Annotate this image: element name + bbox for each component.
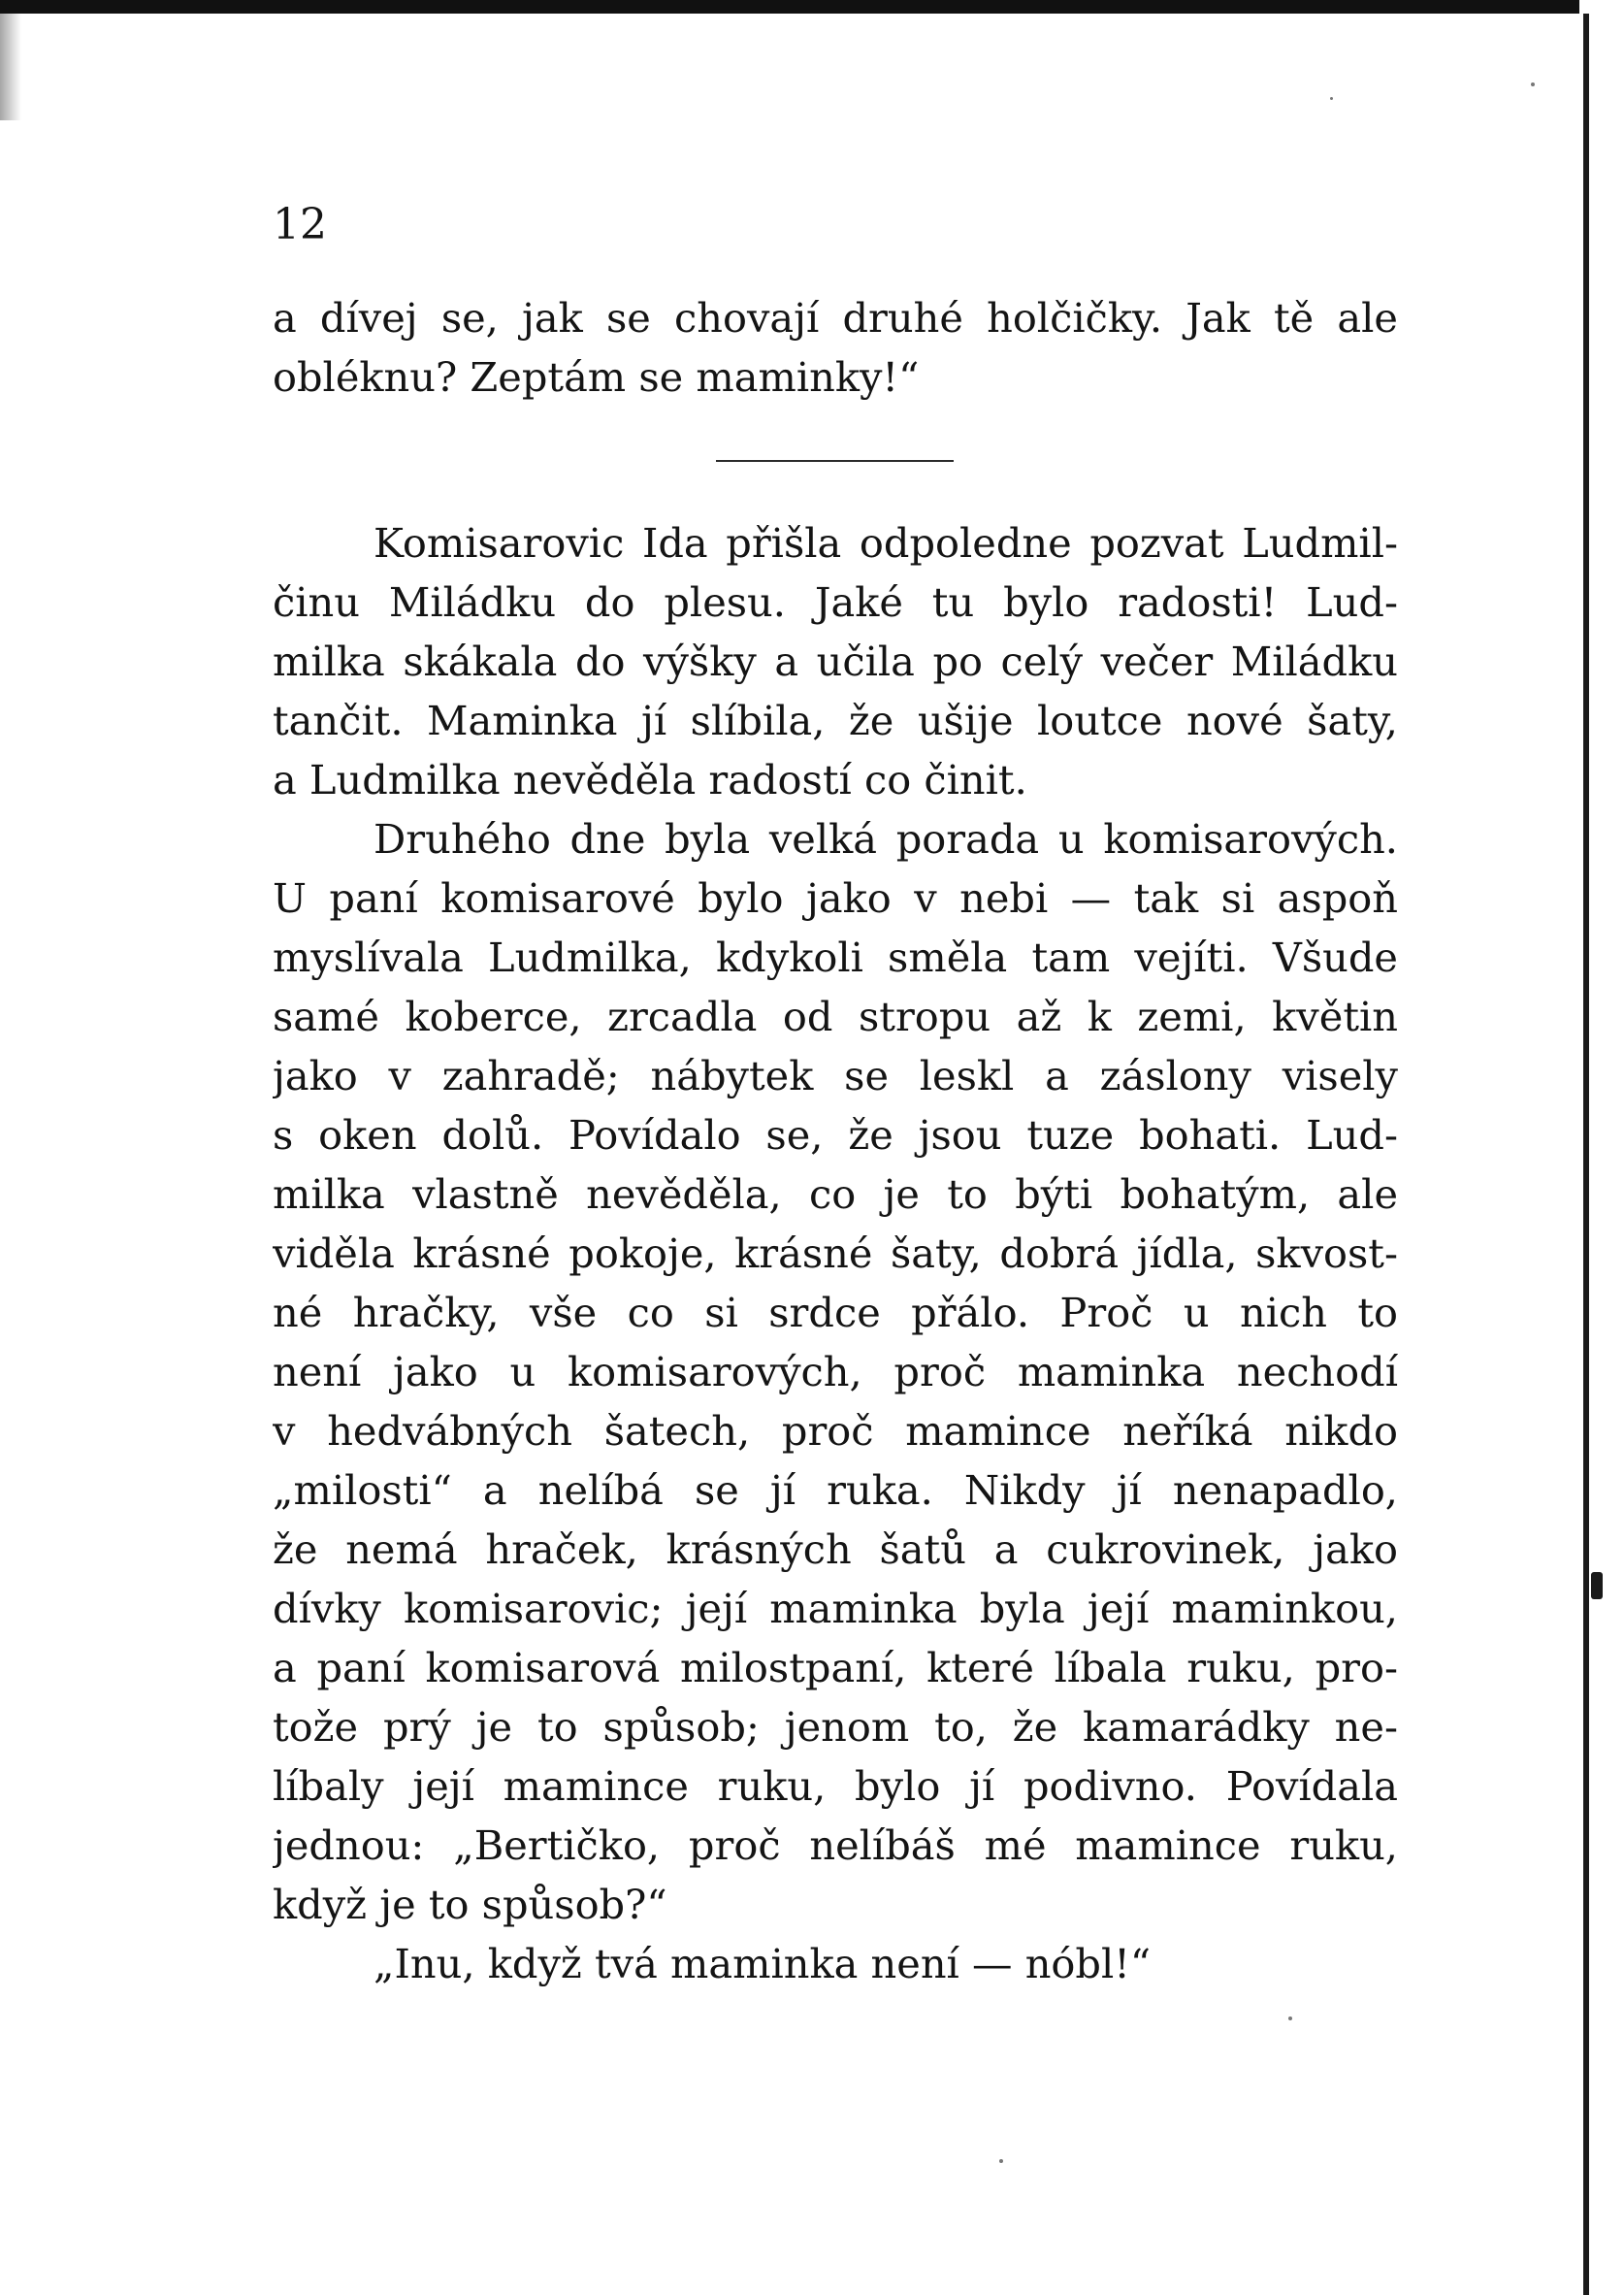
text-line: milka skákala do výšky a učila po celý večer Miládku — [273, 638, 1398, 685]
text-line: viděla krásné pokoje, krásné šaty, dobrá jídla, skvost- — [273, 1229, 1398, 1277]
section-divider-rule — [716, 460, 954, 462]
text-line: „Inu, když tvá maminka není — nóbl!“ — [374, 1940, 1152, 1987]
text-line: milka vlastně nevěděla, co je to býti bohatým, ale — [273, 1170, 1398, 1218]
scan-speck — [999, 2159, 1003, 2163]
text-line: a Ludmilka nevěděla radostí co činit. — [273, 756, 1027, 803]
text-line: s oken dolů. Povídalo se, že jsou tuze bohati. Lud- — [273, 1111, 1398, 1159]
scan-edge-mark — [1591, 1572, 1603, 1599]
text-line: a dívej se, jak se chovají druhé holčičky. Jak tě ale — [273, 294, 1398, 342]
text-line: Komisarovic Ida přišla odpoledne pozvat Ludmil- — [374, 519, 1398, 567]
text-line: samé koberce, zrcadla od stropu až k zemi, květin — [273, 993, 1398, 1040]
scan-speck — [1531, 82, 1535, 86]
scan-left-shadow — [0, 14, 21, 120]
text-line: činu Miládku do plesu. Jaké tu bylo radosti! Lud- — [273, 578, 1398, 626]
text-line: obléknu? Zeptám se maminky!“ — [273, 353, 920, 401]
text-line: tože prý je to spůsob; jenom to, že kamarádky ne- — [273, 1703, 1398, 1751]
text-line: že nemá hraček, krásných šatů a cukrovinek, jako — [273, 1525, 1398, 1573]
paragraph-continuation — [273, 288, 1398, 407]
text-line: a paní komisarová milostpaní, které líbala ruku, pro- — [273, 1644, 1398, 1691]
scan-speck — [1288, 2016, 1292, 2020]
text-line: U paní komisarové bylo jako v nebi — tak si aspoň — [273, 874, 1398, 922]
text-line: myslívala Ludmilka, kdykoli směla tam vejíti. Všude — [273, 934, 1398, 981]
text-line: v hedvábných šatech, proč mamince neříká nikdo — [273, 1407, 1398, 1455]
scan-right-edge-line — [1583, 14, 1589, 2295]
text-line: Druhého dne byla velká porada u komisarových. — [374, 815, 1398, 863]
body-text — [273, 513, 1398, 1993]
text-line: „milosti“ a nelíbá se jí ruka. Nikdy jí nenapadlo, — [273, 1466, 1398, 1514]
text-line: jako v zahradě; nábytek se leskl a záslony visely — [273, 1052, 1398, 1099]
text-line: když je to spůsob?“ — [273, 1881, 667, 1928]
scan-top-border — [0, 0, 1624, 14]
text-line: dívky komisarovic; její maminka byla její maminkou, — [273, 1585, 1398, 1632]
scan-speck — [1330, 97, 1333, 100]
text-line: né hračky, vše co si srdce přálo. Proč u nich to — [273, 1289, 1398, 1336]
text-line: líbaly její mamince ruku, bylo jí podivno. Povídala — [273, 1762, 1398, 1810]
text-line: tančit. Maminka jí slíbila, že ušije loutce nové šaty, — [273, 697, 1398, 744]
page-number: 12 — [273, 200, 327, 249]
text-line: není jako u komisarových, proč maminka nechodí — [273, 1348, 1398, 1395]
text-line: jednou: „Bertičko, proč nelíbáš mé mamince ruku, — [273, 1821, 1398, 1869]
